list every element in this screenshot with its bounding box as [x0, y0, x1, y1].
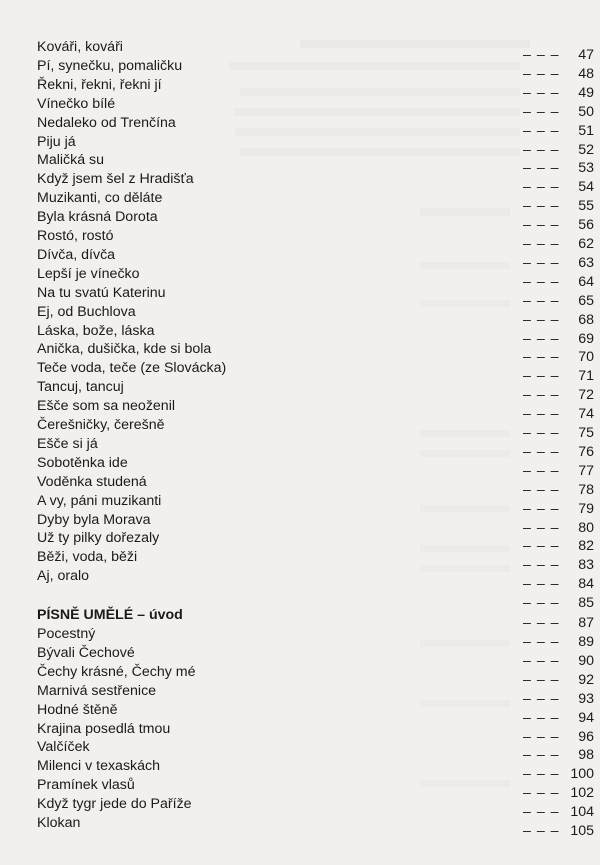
page-number: 105 — [570, 823, 594, 839]
page-number: 82 — [578, 538, 594, 555]
toc-entry-title: Byla krásná Dorota — [37, 209, 158, 226]
leader-dashes: – – – — [523, 747, 560, 764]
page-number: 62 — [578, 236, 594, 252]
toc-entry — [0, 663, 600, 688]
page-number: 53 — [578, 160, 594, 177]
toc-entry — [0, 738, 600, 764]
toc-entry — [0, 76, 600, 101]
toc-entry-title: Anička, dušička, kde si bola — [37, 341, 212, 358]
toc-entry-title: Valčíček — [37, 739, 90, 756]
page-number: 104 — [570, 804, 594, 821]
page-number: 96 — [578, 728, 594, 745]
toc-entry — [0, 133, 600, 158]
toc-entry — [0, 567, 600, 593]
toc-entry-title: Rostó, rostó — [37, 228, 114, 244]
page-number: 76 — [578, 443, 594, 460]
page-number: 52 — [578, 141, 594, 158]
page-number: 63 — [578, 254, 594, 271]
toc-entry-title: Ej, od Buchlova — [37, 303, 136, 320]
toc-entry — [0, 38, 600, 63]
leader-dashes: – – – — [523, 766, 560, 783]
page-number: 77 — [578, 462, 594, 479]
leader-dashes: – – – — [523, 198, 560, 215]
toc-entry — [0, 95, 600, 120]
toc-entry — [0, 359, 600, 385]
toc-entry — [0, 416, 600, 441]
leader-dashes: – – – — [523, 84, 560, 101]
toc-entry — [0, 814, 600, 839]
leader-dashes: – – – — [523, 122, 560, 139]
page-number: 83 — [578, 557, 594, 574]
toc-entry — [0, 151, 600, 177]
leader-dashes: – – – — [523, 538, 560, 555]
toc-entry — [0, 378, 600, 404]
page-number: 48 — [578, 65, 594, 82]
page-number: 50 — [578, 103, 594, 120]
toc-entry-title: Krajina posedlá tmou — [37, 720, 171, 737]
leader-dashes: – – – — [523, 576, 560, 593]
page-number: 47 — [578, 47, 594, 63]
page-number: 84 — [578, 576, 594, 593]
leader-dashes: – – – — [523, 47, 560, 63]
page-number: 49 — [578, 84, 594, 101]
toc-entry-title: Piju já — [37, 133, 76, 150]
leader-dashes: – – – — [523, 615, 560, 631]
leader-dashes: – – – — [523, 65, 560, 82]
leader-dashes: – – – — [523, 785, 560, 802]
toc-entry-title: Nedaleko od Trenčína — [37, 114, 176, 131]
toc-entry-title: Čechy krásné, Čechy mé — [37, 663, 196, 680]
toc-entry — [0, 189, 600, 215]
page-number: 69 — [578, 330, 594, 347]
leader-dashes: – – – — [523, 557, 560, 574]
leader-dashes: – – – — [523, 443, 560, 460]
toc-entry — [0, 511, 600, 536]
toc-entry-title: Voděnka studená — [37, 473, 147, 490]
leader-dashes: – – – — [523, 160, 560, 177]
page-number: 87 — [578, 615, 594, 631]
leader-dashes: – – – — [523, 595, 560, 612]
toc-entry — [0, 682, 600, 707]
leader-dashes: – – – — [523, 254, 560, 271]
toc-entry — [0, 208, 600, 234]
page-number: 51 — [578, 122, 594, 139]
leader-dashes: – – – — [523, 368, 560, 385]
toc-entry-title: Lepší je vínečko — [37, 265, 140, 282]
toc-entry-title: Už ty pilky dořezaly — [37, 530, 160, 547]
page-number: 100 — [570, 766, 594, 783]
toc-entry — [0, 529, 600, 555]
page-number: 80 — [578, 519, 594, 536]
toc-entry-title: Na tu svatú Katerinu — [37, 284, 166, 301]
leader-dashes: – – – — [523, 292, 560, 309]
toc-entry — [0, 548, 600, 574]
page-number: 98 — [578, 747, 594, 764]
leader-dashes: – – – — [523, 387, 560, 404]
page-number: 85 — [578, 595, 594, 612]
toc-entry-title: Hodné štěně — [37, 701, 118, 718]
page-number: 78 — [578, 481, 594, 498]
toc-entry — [0, 586, 600, 612]
page-number: 55 — [578, 198, 594, 215]
toc-entry — [0, 57, 600, 82]
leader-dashes: – – – — [523, 804, 560, 821]
toc-entry — [0, 322, 600, 347]
toc-entry — [0, 397, 600, 423]
toc-entry-title: Dívča, dívča — [37, 246, 116, 263]
toc-entry-title: Když tygr jede do Paříže — [37, 796, 192, 813]
leader-dashes: – – – — [523, 728, 560, 745]
leader-dashes: – – – — [523, 481, 560, 498]
toc-entry-title: Muzikanti, co děláte — [37, 190, 163, 207]
leader-dashes: – – – — [523, 709, 560, 726]
toc-entry — [0, 284, 600, 309]
toc-entry-title: Čerešničky, čerešně — [37, 417, 165, 433]
page-number: 92 — [578, 671, 594, 688]
leader-dashes: – – – — [523, 103, 560, 120]
leader-dashes: – – – — [523, 273, 560, 290]
toc-entry — [0, 227, 600, 252]
page-number: 79 — [578, 500, 594, 517]
page-number: 93 — [578, 690, 594, 707]
leader-dashes: – – – — [523, 236, 560, 252]
leader-dashes: – – – — [523, 462, 560, 479]
toc-entry — [0, 776, 600, 802]
toc-entry-title: Maličká su — [37, 152, 105, 169]
page-number: 65 — [578, 292, 594, 309]
toc-entry-title: Kováři, kováři — [37, 39, 123, 55]
leader-dashes: – – – — [523, 671, 560, 688]
page-number: 102 — [570, 785, 594, 802]
page-number: 94 — [578, 709, 594, 726]
toc-entry-title: Vínečko bílé — [37, 95, 116, 112]
toc-entry — [0, 246, 600, 271]
toc-entry — [0, 303, 600, 328]
toc-entry-title: Marnivá sestřenice — [37, 682, 157, 699]
toc-entry — [0, 340, 600, 366]
toc-entry-title: Pocestný — [37, 626, 96, 642]
toc-entry-title: Teče voda, teče (ze Slovácka) — [37, 360, 227, 377]
toc-entry-title: Láska, bože, láska — [37, 322, 155, 339]
toc-entry-title: Sobotěnka ide — [37, 454, 128, 471]
toc-entry — [0, 701, 600, 726]
toc-entry — [0, 625, 600, 650]
page-number: 70 — [578, 349, 594, 366]
toc-entry — [0, 757, 600, 783]
page-number: 89 — [578, 634, 594, 650]
leader-dashes: – – – — [523, 330, 560, 347]
toc-entry-title: Klokan — [37, 815, 81, 831]
page-number: 90 — [578, 652, 594, 669]
page-number: 68 — [578, 311, 594, 328]
toc-entry-title: Ešče som sa neoženil — [37, 398, 176, 415]
page-number: 54 — [578, 179, 594, 196]
toc-entry — [0, 644, 600, 669]
leader-dashes: – – – — [523, 500, 560, 517]
page-number: 75 — [578, 425, 594, 441]
leader-dashes: – – – — [523, 179, 560, 196]
page-number: 56 — [578, 217, 594, 234]
toc-entry-title: Řekni, řekni, řekni jí — [37, 76, 162, 93]
toc-entry-title: Běži, voda, běži — [37, 549, 138, 566]
section-heading: PÍSNĚ UMĚLÉ – úvod — [37, 607, 183, 623]
toc-entry-title: A vy, páni muzikanti — [37, 492, 162, 509]
leader-dashes: – – – — [523, 652, 560, 669]
leader-dashes: – – – — [523, 406, 560, 423]
toc-entry — [0, 114, 600, 139]
leader-dashes: – – – — [523, 823, 560, 839]
toc-entry — [0, 265, 600, 290]
leader-dashes: – – – — [523, 425, 560, 441]
toc-entry-title: Ešče si já — [37, 435, 98, 452]
leader-dashes: – – – — [523, 217, 560, 234]
leader-dashes: – – – — [523, 634, 560, 650]
toc-entry — [0, 795, 600, 821]
page-number: 71 — [578, 368, 594, 385]
toc-entry-title: Tancuj, tancuj — [37, 379, 124, 396]
toc-entry-title: Pramínek vlasů — [37, 777, 135, 794]
page-number: 72 — [578, 387, 594, 404]
toc-entry-title: Pí, synečku, pomaličku — [37, 57, 183, 74]
leader-dashes: – – – — [523, 311, 560, 328]
toc-entry-title: Bývali Čechové — [37, 644, 135, 661]
leader-dashes: – – – — [523, 519, 560, 536]
toc-entry — [0, 454, 600, 479]
leader-dashes: – – – — [523, 141, 560, 158]
toc-entry — [0, 473, 600, 498]
leader-dashes: – – – — [523, 690, 560, 707]
toc-entry — [0, 492, 600, 517]
toc-entry-title: Milenci v texaskách — [37, 758, 161, 775]
toc-entry — [0, 720, 600, 745]
toc-entry-title: Dyby byla Morava — [37, 511, 151, 528]
toc-entry-title: Když jsem šel z Hradišťa — [37, 171, 194, 188]
page-number: 74 — [578, 406, 594, 423]
toc-entry-title: Aj, oralo — [37, 568, 90, 585]
toc-entry — [0, 170, 600, 196]
leader-dashes: – – – — [523, 349, 560, 366]
page-number: 64 — [578, 273, 594, 290]
toc-entry — [0, 435, 600, 460]
